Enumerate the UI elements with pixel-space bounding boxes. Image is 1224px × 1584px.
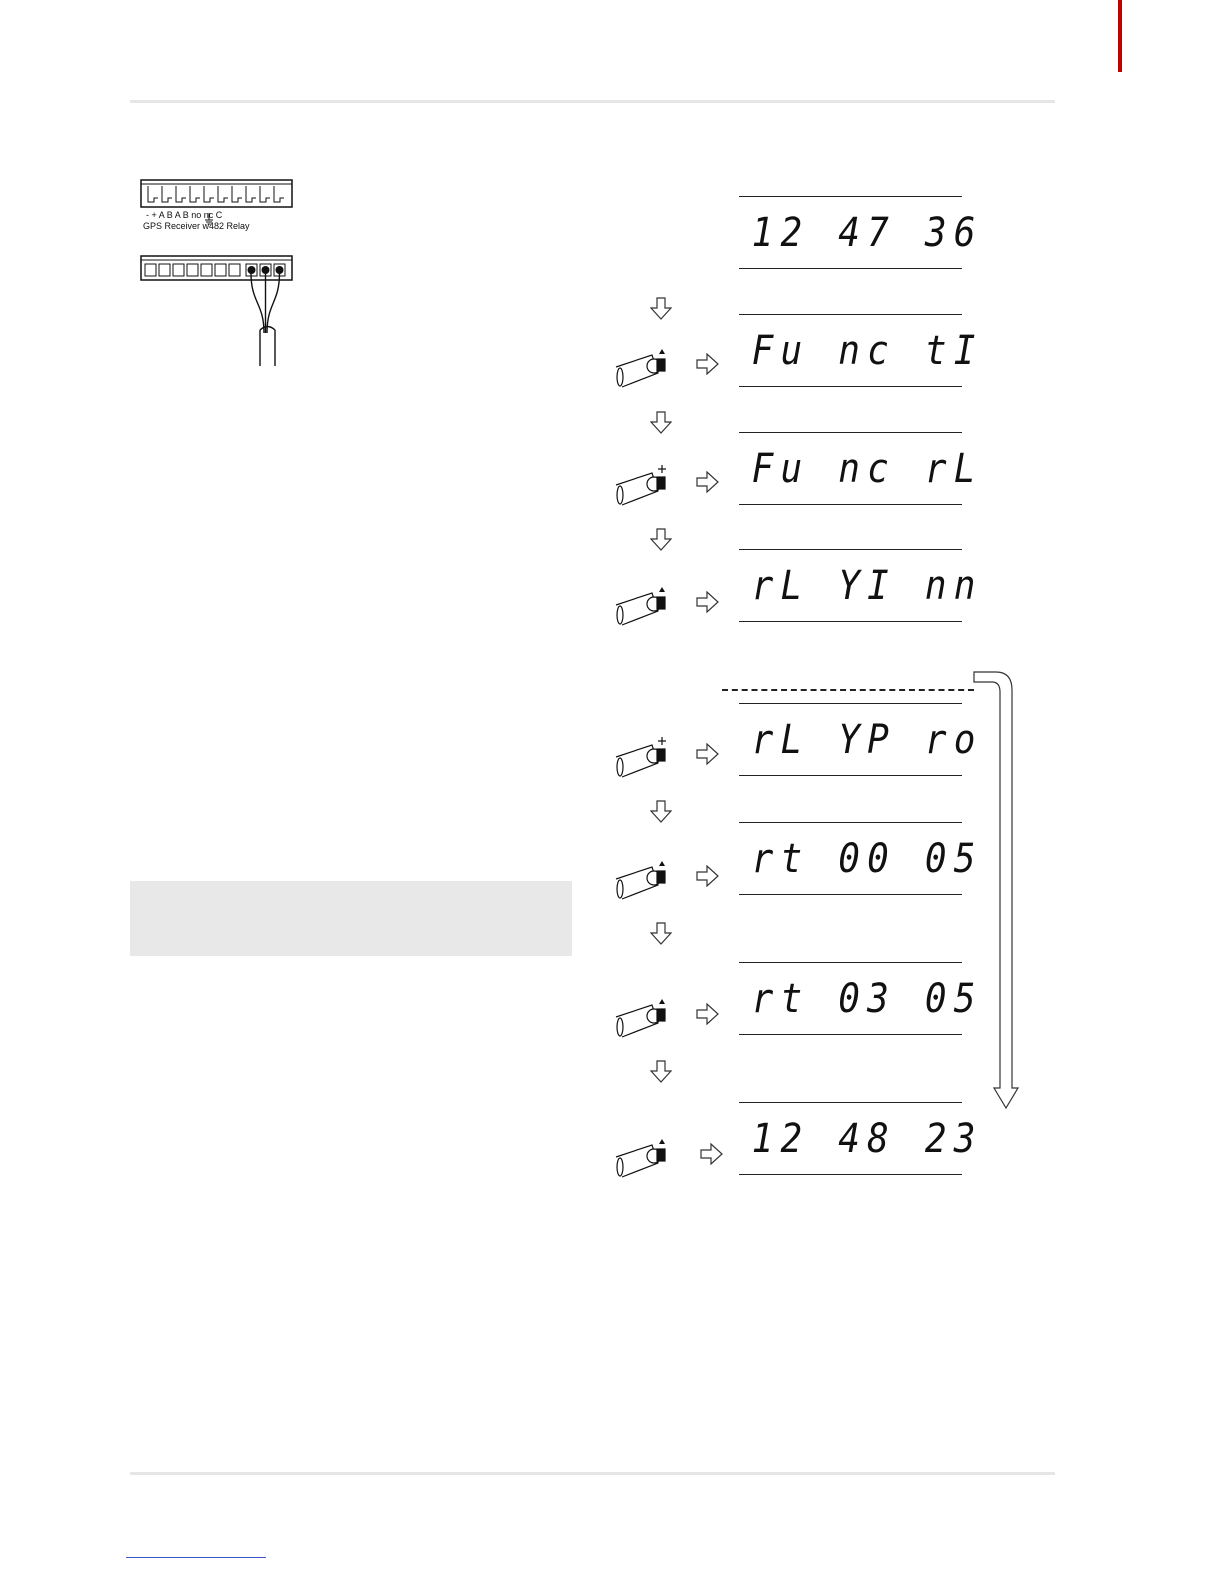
display-3	[739, 432, 983, 505]
display-7-text: rt 03 05	[751, 975, 983, 1022]
display-8-text: 12 48 23	[751, 1115, 983, 1162]
display-6-text: rt 00 05	[751, 835, 983, 882]
terminal-pin-labels: - + A B A B no nc C	[146, 210, 223, 220]
down-arrow-icon	[650, 922, 672, 946]
display-8	[739, 1102, 983, 1175]
terminal-group-labels: GPS Receiver w482 Relay	[143, 221, 250, 231]
right-arrow-icon	[700, 1143, 724, 1165]
down-arrow-icon	[650, 1060, 672, 1084]
display-5	[739, 703, 983, 776]
footer-link-underline[interactable]	[126, 1557, 266, 1558]
right-arrow-icon	[696, 353, 720, 375]
down-arrow-icon	[650, 800, 672, 824]
display-4-text: rL YI nn	[751, 562, 983, 609]
display-5-text: rL YP ro	[751, 716, 983, 763]
display-6	[739, 822, 983, 895]
footer-rule	[130, 1472, 1055, 1475]
terminal-diagram	[140, 178, 300, 368]
down-arrow-icon	[650, 528, 672, 552]
rotary-knob-icon	[612, 733, 674, 781]
rotary-knob-icon	[612, 993, 674, 1041]
note-box	[130, 881, 572, 956]
display-2	[739, 314, 983, 387]
display-3-text: Fu nc rL	[751, 445, 983, 492]
rotary-knob-icon	[612, 855, 674, 903]
rotary-knob-icon	[612, 581, 674, 629]
display-2-text: Fu nc tI	[751, 327, 983, 374]
display-7	[739, 962, 983, 1035]
loop-back-arrow-icon	[970, 668, 1020, 1113]
header-rule	[130, 100, 1055, 103]
page-edge-marker	[1118, 0, 1122, 72]
down-arrow-icon	[650, 297, 672, 321]
down-arrow-icon	[650, 411, 672, 435]
rotary-knob-icon	[612, 1133, 674, 1181]
right-arrow-icon	[696, 743, 720, 765]
right-arrow-icon	[696, 471, 720, 493]
terminal-block-drawing	[140, 178, 300, 368]
right-arrow-icon	[696, 591, 720, 613]
right-arrow-icon	[696, 865, 720, 887]
display-1	[739, 196, 983, 269]
right-arrow-icon	[696, 1003, 720, 1025]
display-1-text: 12 47 36	[751, 209, 983, 256]
dashed-separator	[722, 689, 974, 691]
rotary-knob-icon	[612, 461, 674, 509]
rotary-knob-icon	[612, 343, 674, 391]
display-4	[739, 549, 983, 622]
